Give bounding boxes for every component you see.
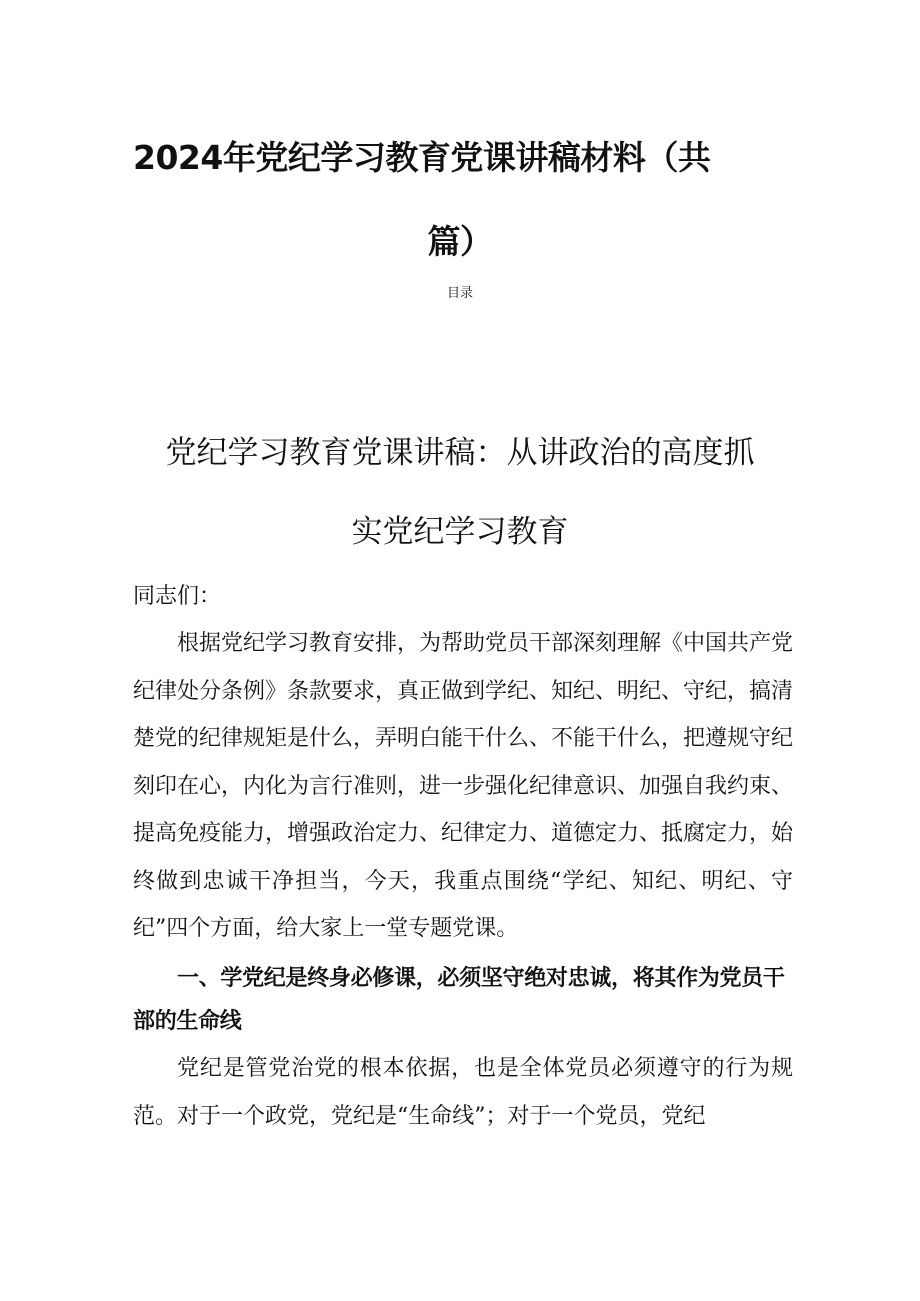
table-of-contents-label: 目录	[446, 286, 473, 301]
document-title-continued: 篇）	[427, 222, 493, 261]
section-title-continued: 实党纪学习教育	[351, 514, 569, 550]
section-heading-1: 一、学党纪是终身必修课，必须坚守绝对忠诚，将其作为党员干部的生命线	[133, 966, 785, 1034]
intro-paragraph: 根据党纪学习教育安排，为帮助党员干部深刻理解《中国共产党纪律处分条例》条款要求，真正做到学纪、知纪、明纪、守纪，搞清楚党的纪律规矩是什么，弄明白能干什么、不能干什么，把遵规守纪刻印在心，内化为言行准则，进一步强化纪律意识、加强自我约束、提高免疫能力，增强政治定力、纪律定力、道德定力、抵腐定力，始终做到忠诚干净担当，今天，我重点围绕“学纪、知纪、明纪、守纪”四个方面，给大家上一堂专题党课。	[133, 631, 794, 941]
section-title: 党纪学习教育党课讲稿：从讲政治的高度抓	[165, 435, 755, 471]
salutation: 同志们：	[133, 584, 222, 609]
document-title: 2024年党纪学习教育党课讲稿材料（共	[133, 138, 711, 177]
body-paragraph: 党纪是管党治党的根本依据，也是全体党员必须遵守的行为规范。对于一个政党，党纪是“生命线”；对于一个党员，党纪	[133, 1056, 793, 1129]
